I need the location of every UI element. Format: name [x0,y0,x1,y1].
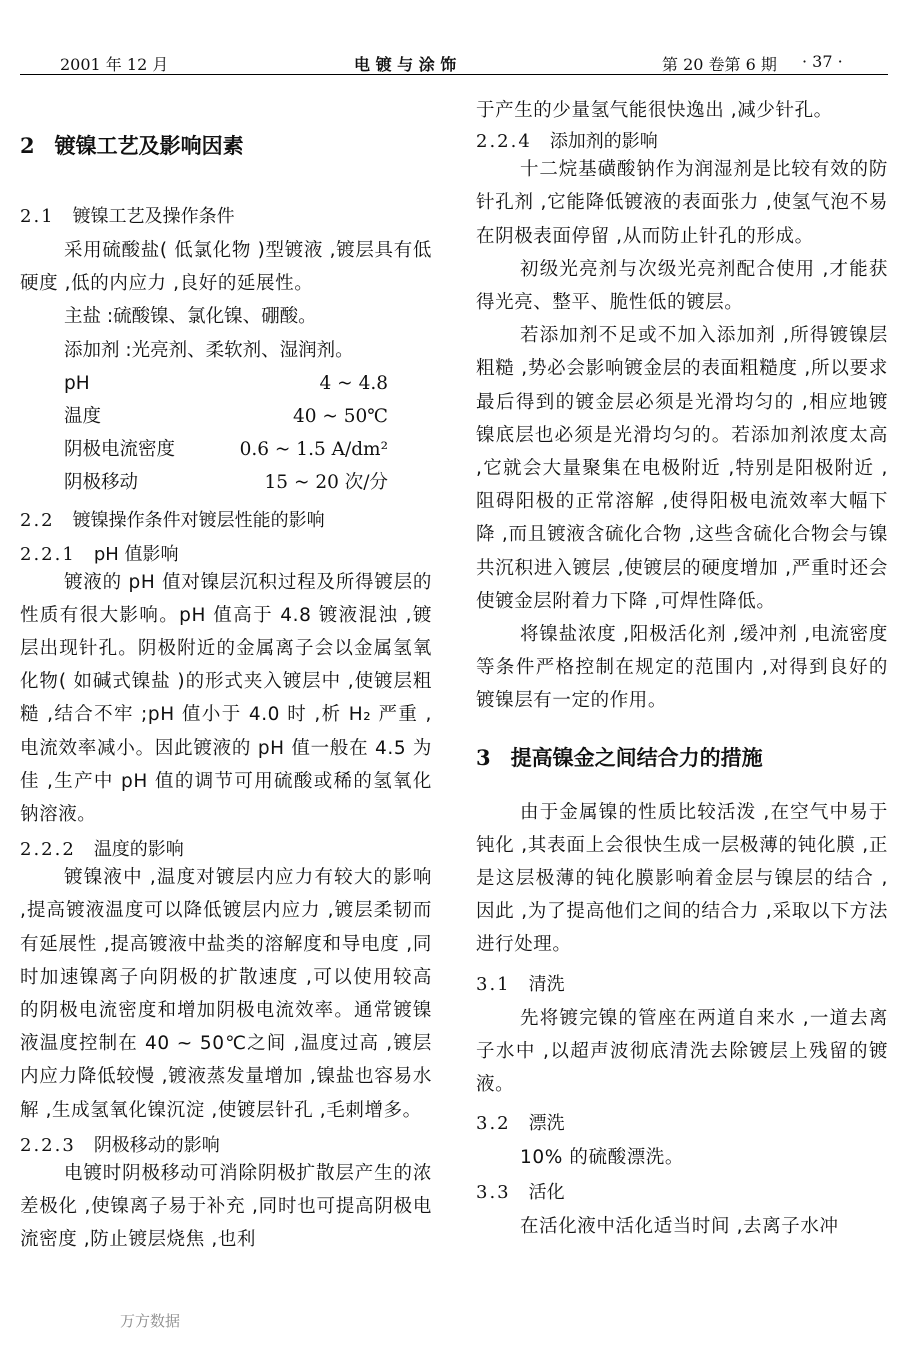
footer-watermark: 万方数据 [120,1312,181,1330]
section-2-2-2-heading: 2.2.2 温度的影响 [20,839,184,861]
paragraph-3: 由于金属镍的性质比较活泼 ,在空气中易于钝化 ,其表面上会很快生成一层极薄的钝化膜 ,正是这层极薄的钝化膜影响着金层与镍层的结合 ,因此 ,为了提高他们之间的结合力 ,采取以下方法进行处理。 [476,801,888,956]
paragraph-2-2-4d: 将镍盐浓度 ,阳极活化剂 ,缓冲剂 ,电流密度等条件严格控制在规定的范围内 ,对得到良好的镀镍层有一定的作用。 [476,624,888,712]
paragraph-2-2-1: 镀液的 pH 值对镍层沉积过程及所得镀层的性质有很大影响。pH 值高于 4.8 镀液混浊 ,镀层出现针孔。阴极附近的金属离子会以金属氢氧化物( 如碱式镍盐 )的形式夹入镀层中 ,使镀层粗糙 ,结合不牢 ;pH 值小于 4.0 时 ,析 H₂ 严重 ,电流效率减小。因此镀液的 pH 值一般在 4.5 为佳 ,生产中 pH 值的调节可用硫酸或稀的氢氧化钠溶液。 [20,571,432,826]
param-row: 温度 40 ~ 50℃ [64,406,388,428]
header-date: 2001 年 12 月 [60,55,169,74]
section-2-2-1-heading: 2.2.1 pH 值影响 [20,543,179,565]
main-salt-line: 主盐 :硫酸镍、氯化镍、硼酸。 [64,306,317,328]
left-column [20,90,432,1256]
paragraph-2-2-3: 电镀时阴极移动可消除阴极扩散层产生的浓差极化 ,使镍离子易于补充 ,同时也可提高阴极电流密度 ,防止镀层烧焦 ,也利 [20,1162,432,1251]
paragraph-2-2-4a: 十二烷基磺酸钠作为润湿剂是比较有效的防针孔剂 ,它能降低镀液的表面张力 ,使氢气泡不易在阴极表面停留 ,从而防止针孔的形成。 [476,159,888,247]
header-journal: 电 镀 与 涂 饰 [354,55,457,74]
paragraph-2-2-4b: 初级光亮剂与次级光亮剂配合使用 ,才能获得光亮、整平、脆性低的镀层。 [476,258,888,314]
section-2-2-3-heading: 2.2.3 阴极移动的影响 [20,1134,220,1156]
section-3-2-heading: 3.2 漂洗 [476,1113,565,1135]
additives-line: 添加剂 :光亮剂、柔软剂、湿润剂。 [64,339,354,361]
section-3-3-heading: 3.3 活化 [476,1182,565,1204]
paragraph-2-2-2: 镀镍液中 ,温度对镀层内应力有较大的影响 ,提高镀液温度可以降低镀层内应力 ,镀层柔韧而有延展性 ,提高镀液中盐类的溶解度和导电度 ,同时加速镍离子向阴极的扩散速度 ,可以使用较高的阴极电流密度和增加阴极电流效率。通常镀镍液温度控制在 40 ~ 50℃之间 ,温度过高 ,镀层内应力降低较慢 ,镀液蒸发量增加 ,镍盐也容易水解 ,生成氢氧化镍沉淀 ,使镀层针孔 ,毛刺增多。 [20,867,432,1121]
paragraph-continued: 于产生的少量氢气能很快逸出 ,减少针孔。 [476,100,833,121]
paragraph-3-2: 10% 的硫酸漂洗。 [520,1147,685,1169]
section-3-1-heading: 3.1 清洗 [476,973,565,995]
paragraph-2-2-4c: 若添加剂不足或不加入添加剂 ,所得镀镍层粗糙 ,势必会影响镀金层的表面粗糙度 ,所以要求最后得到的镀金层必须是光滑均匀的 ,相应地镀镍底层也必须是光滑均匀的。若添加剂浓度太高 ,它就会大量聚集在电极附近 ,特别是阳极附近 ,阻碍阳极的正常溶解 ,使得阳极电流效率大幅下降 ,而且镀液含硫化合物 ,这些含硫化合物会与镍共沉积进入镀层 ,使镀层的硬度增加 ,严重时还会使镀金层附着力下降 ,可焊性降低。 [476,325,888,612]
section-2-heading: 2 镀镍工艺及影响因素 [20,133,244,158]
header-issue: 第 20 卷第 6 期 [662,55,777,74]
header-page: · 37 · [802,52,843,71]
section-3-heading: 3 提高镍金之间结合力的措施 [476,744,763,770]
section-2-1-heading: 2.1 镀镍工艺及操作条件 [20,206,235,227]
page-header [20,50,888,75]
section-2-2-4-heading: 2.2.4 添加剂的影响 [476,131,658,153]
param-row: 阴极移动 15 ~ 20 次/分 [64,472,388,494]
section-2-2-heading: 2.2 镀镍操作条件对镀层性能的影响 [20,509,325,531]
paragraph-3-1: 先将镀完镍的管座在两道自来水 ,一道去离子水中 ,以超声波彻底清洗去除镀层上残留的镀液。 [476,1007,888,1096]
param-row: 阴极电流密度 0.6 ~ 1.5 A/dm² [64,439,388,461]
paragraph-3-3: 在活化液中活化适当时间 ,去离子水冲 [520,1216,839,1238]
paragraph-2-1: 采用硫酸盐( 低氯化物 )型镀液 ,镀层具有低硬度 ,低的内应力 ,良好的延展性。 [20,240,432,295]
param-row: pH 4 ~ 4.8 [64,372,388,394]
right-column [476,94,888,1244]
